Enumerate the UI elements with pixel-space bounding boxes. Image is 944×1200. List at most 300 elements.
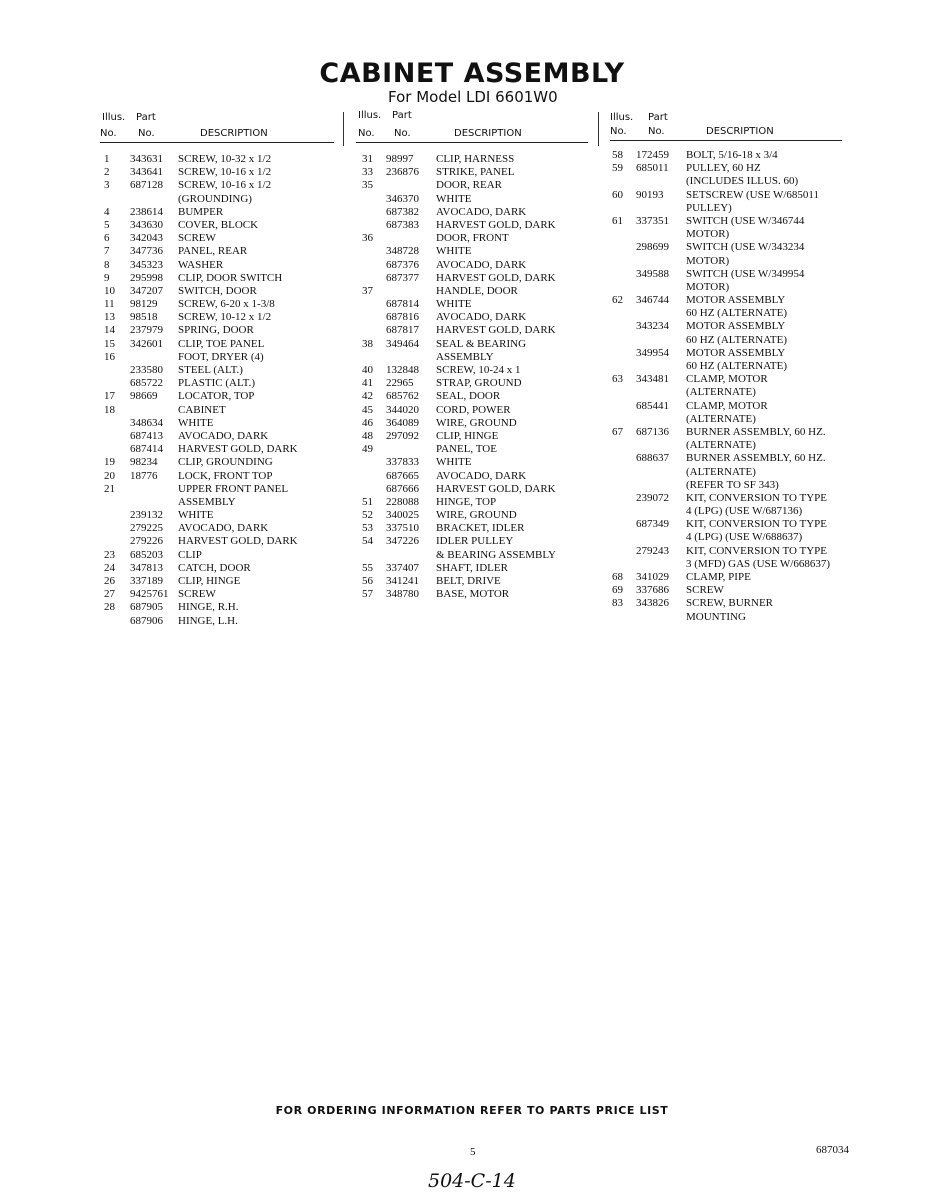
part-number: 295998 [130,271,163,284]
table-row [356,285,588,298]
part-number: 239132 [130,509,163,522]
part-description: PULLEY, 60 HZ [686,162,761,175]
illus-number: 1 [104,153,110,165]
table-row [610,334,842,347]
parts-column-1 [100,110,334,628]
part-number: 687376 [386,258,419,271]
part-number: 348728 [386,245,419,258]
table-row [610,439,842,452]
table-row [100,549,334,562]
column-rows [610,149,842,624]
part-number: 233580 [130,364,163,376]
table-row [100,245,334,258]
illus-number: 54 [362,535,373,548]
part-description: LOCATOR, TOP [178,390,255,403]
part-number: 687816 [386,311,419,324]
illus-number: 56 [362,575,373,587]
part-description: (REFER TO SF 343) [686,478,779,491]
table-row [610,228,842,241]
part-description: MOTOR ASSEMBLY [686,346,786,359]
table-row [610,149,842,162]
part-number: 347226 [386,535,419,548]
table-row [356,298,588,311]
part-label: Part [392,110,412,121]
part-description: BURNER ASSEMBLY, 60 HZ. [686,452,826,465]
table-row [356,390,588,403]
part-description: SCREW, 10-16 x 1/2 [178,166,272,179]
table-row [356,166,588,179]
illus-number: 49 [362,443,373,456]
table-row [356,245,588,258]
part-description: STEEL (ALT.) [178,364,243,376]
part-number: 346370 [386,192,419,205]
table-row [100,417,334,430]
part-description: (ALTERNATE) [686,439,756,452]
part-description: SCREW [178,232,216,245]
part-number: 685722 [130,377,163,390]
no-label: No. [358,128,375,139]
table-row [356,522,588,535]
table-row [100,377,334,390]
part-no-label: No. [138,128,155,139]
table-row [356,338,588,351]
part-number: 347207 [130,284,163,297]
part-description: HARVEST GOLD, DARK [436,324,556,337]
part-description: SCREW [686,584,724,597]
part-description: SETSCREW (USE W/685011 [686,188,820,201]
table-row [100,390,334,403]
part-number: 688637 [636,452,669,465]
table-row [356,562,588,575]
table-row [356,377,588,390]
illus-label: Illus. [102,112,126,123]
table-row [100,298,334,311]
illus-number: 41 [362,377,373,390]
illus-number: 58 [612,149,623,161]
illus-number: 5 [104,218,110,231]
description-label: DESCRIPTION [706,126,774,137]
table-row [610,400,842,413]
illus-number: 2 [104,166,110,179]
table-row [100,285,334,298]
description-label: DESCRIPTION [200,128,268,139]
table-row [100,443,334,456]
table-row [356,351,588,364]
part-number: 687814 [386,298,419,311]
illus-number: 24 [104,561,115,574]
part-number: 342043 [130,232,163,245]
table-row [610,413,842,426]
illus-number: 42 [362,390,373,403]
table-row [356,496,588,509]
part-description: HINGE, L.H. [178,614,238,627]
table-row [610,466,842,479]
part-number: 98669 [130,390,158,403]
part-description: CLAMP, MOTOR [686,399,768,412]
illus-number: 13 [104,311,115,324]
part-number: 345323 [130,258,163,271]
illus-number: 35 [362,179,373,192]
table-row [356,364,588,377]
part-description: MOTOR) [686,280,730,293]
part-description: WASHER [178,258,224,271]
table-row [356,153,588,166]
table-row [100,219,334,232]
part-description: KIT, CONVERSION TO TYPE [686,491,827,504]
table-row [100,311,334,324]
part-description: 60 HZ (ALTERNATE) [686,333,788,346]
handwritten-note: 504-C-14 [428,1170,516,1192]
part-description: ASSEMBLY [178,495,236,508]
illus-number: 10 [104,284,115,297]
illus-number: 36 [362,232,373,245]
part-number: 687905 [130,601,163,614]
part-number: 343631 [130,153,163,165]
part-number: 228088 [386,495,419,508]
part-description: KIT, CONVERSION TO TYPE [686,518,827,531]
part-number: 340025 [386,509,419,522]
table-row [356,324,588,337]
part-description: PANEL, TOE [436,443,497,456]
illus-number: 19 [104,456,115,469]
part-number: 348634 [130,416,163,429]
part-number: 337686 [636,584,669,597]
part-number: 298699 [636,241,669,254]
table-row [356,575,588,588]
table-row [356,456,588,469]
part-number: 346744 [636,294,669,307]
part-number: 687128 [130,179,163,192]
illus-number: 7 [104,245,110,258]
part-no-label: No. [394,128,411,139]
table-row [356,219,588,232]
table-row [100,456,334,469]
table-row [356,430,588,443]
part-description: SWITCH (USE W/346744 [686,214,805,227]
illus-number: 59 [612,162,623,175]
illus-number: 51 [362,495,373,508]
part-description: 60 HZ (ALTERNATE) [686,307,788,320]
part-description: & BEARING ASSEMBLY [436,548,556,561]
part-description: HARVEST GOLD, DARK [436,271,556,284]
part-number: 9425761 [130,588,169,601]
part-description: HARVEST GOLD, DARK [178,535,298,548]
part-description: SEAL & BEARING [436,337,527,350]
illus-label: Illus. [358,110,382,121]
table-row [610,597,842,610]
illus-number: 16 [104,350,115,363]
illus-number: 31 [362,153,373,165]
part-number: 337407 [386,561,419,574]
part-description: FOOT, DRYER (4) [178,350,264,363]
part-description: SPRING, DOOR [178,324,254,337]
part-description: CORD, POWER [436,403,511,416]
part-description: SCREW, BURNER [686,597,774,610]
part-number: 18776 [130,469,158,482]
part-description: BURNER ASSEMBLY, 60 HZ. [686,425,826,438]
table-row [100,615,334,628]
part-description: SCREW, 10-16 x 1/2 [178,179,272,192]
table-row [100,232,334,245]
illus-number: 45 [362,403,373,416]
part-description: STRAP, GROUND [436,377,522,390]
table-row [100,351,334,364]
table-row [356,470,588,483]
part-description: SCREW, 6-20 x 1-3/8 [178,298,275,311]
column-rows [356,153,588,601]
part-description: SWITCH, DOOR [178,284,257,297]
part-number: 98518 [130,311,158,324]
part-description: CLIP, HARNESS [436,153,515,165]
parts-column-3 [610,110,842,624]
table-row [610,175,842,188]
table-row [356,483,588,496]
illus-number: 20 [104,469,115,482]
illus-number: 15 [104,337,115,350]
table-row [100,153,334,166]
part-description: HANDLE, DOOR [436,284,518,297]
illus-number: 53 [362,522,373,535]
part-number: 687377 [386,271,419,284]
table-row [610,281,842,294]
part-description: CABINET [178,403,226,416]
table-row [100,338,334,351]
document-number: 687034 [816,1144,849,1156]
table-row [610,518,842,531]
table-row [100,601,334,614]
illus-number: 48 [362,429,373,442]
part-number: 687414 [130,443,163,456]
part-description: MOTOR ASSEMBLY [686,320,786,333]
illus-number: 40 [362,364,373,376]
part-description: WHITE [178,509,214,522]
part-number: 237979 [130,324,163,337]
column-header [356,110,588,143]
part-number: 687413 [130,429,163,442]
table-row [610,255,842,268]
column-header [610,110,842,141]
part-label: Part [136,112,156,123]
part-description: AVOCADO, DARK [178,429,269,442]
part-description: CLAMP, PIPE [686,571,751,583]
part-description: CLIP, HINGE [436,429,499,442]
table-row [610,360,842,373]
illus-number: 21 [104,482,115,495]
part-number: 347736 [130,245,163,258]
part-description: KIT, CONVERSION TO TYPE [686,544,827,557]
part-description: WHITE [436,298,472,311]
illus-number: 69 [612,584,623,597]
part-description: COVER, BLOCK [178,218,259,231]
part-no-label: No. [648,126,665,137]
part-number: 687136 [636,425,669,438]
table-row [356,179,588,192]
illus-label: Illus. [610,112,634,123]
table-row [610,373,842,386]
illus-number: 26 [104,575,115,587]
part-description: CLAMP, MOTOR [686,373,768,386]
part-description: STRIKE, PANEL [436,166,515,179]
part-description: HINGE, R.H. [178,601,239,614]
part-label: Part [648,112,668,123]
table-row [610,479,842,492]
table-row [100,166,334,179]
illus-number: 37 [362,284,373,297]
part-description: DOOR, FRONT [436,232,509,245]
illus-number: 11 [104,298,115,311]
part-number: 343234 [636,320,669,333]
part-description: BELT, DRIVE [436,575,501,587]
table-row [610,215,842,228]
illus-number: 6 [104,232,110,245]
part-description: HARVEST GOLD, DARK [178,443,298,456]
table-row [610,386,842,399]
illus-number: 27 [104,588,115,601]
part-description: MOTOR) [686,254,730,267]
part-description: CLIP, GROUNDING [178,456,273,469]
part-number: 685011 [636,162,669,175]
part-description: WHITE [436,192,472,205]
illus-number: 28 [104,601,115,614]
part-number: 687382 [386,205,419,218]
part-number: 348780 [386,588,419,601]
illus-number: 62 [612,294,623,307]
table-row [356,588,588,601]
part-number: 22965 [386,377,414,390]
part-number: 342601 [130,337,163,350]
part-number: 343481 [636,373,669,386]
table-row [356,206,588,219]
part-number: 687906 [130,614,163,627]
column-header [100,110,334,143]
part-description: IDLER PULLEY [436,535,514,548]
parts-column-2 [356,110,588,601]
no-label: No. [610,126,627,137]
illus-number: 14 [104,324,115,337]
table-row [610,347,842,360]
table-row [100,179,334,192]
table-row [610,294,842,307]
part-number: 349588 [636,267,669,280]
part-number: 344020 [386,403,419,416]
illus-number: 3 [104,179,110,192]
table-row [100,562,334,575]
part-description: WHITE [178,416,214,429]
table-row [100,496,334,509]
table-row [356,509,588,522]
illus-number: 17 [104,390,115,403]
no-label: No. [100,128,117,139]
table-row [100,259,334,272]
part-number: 343641 [130,166,163,179]
part-number: 687383 [386,218,419,231]
part-description: (ALTERNATE) [686,412,756,425]
part-description: CLIP, HINGE [178,575,241,587]
part-number: 341241 [386,575,419,587]
part-number: 687349 [636,518,669,531]
part-number: 98234 [130,456,158,469]
part-description: ASSEMBLY [436,350,494,363]
column-divider [343,112,344,146]
illus-number: 83 [612,597,623,610]
part-description: SWITCH (USE W/343234 [686,241,805,254]
table-row [356,404,588,417]
part-description: (ALTERNATE) [686,386,756,399]
part-description: HARVEST GOLD, DARK [436,218,556,231]
illus-number: 57 [362,588,373,601]
table-row [356,272,588,285]
part-number: 239072 [636,491,669,504]
table-row [356,193,588,206]
table-row [356,417,588,430]
column-divider [598,112,599,146]
part-description: SCREW [178,588,216,601]
part-description: BRACKET, IDLER [436,522,525,535]
part-number: 238614 [130,205,163,218]
table-row [100,588,334,601]
part-description: BASE, MOTOR [436,588,510,601]
part-number: 279226 [130,535,163,548]
part-description: SHAFT, IDLER [436,561,508,574]
table-row [100,430,334,443]
part-description: SWITCH (USE W/349954 [686,267,805,280]
part-number: 98997 [386,153,414,165]
illus-number: 8 [104,258,110,271]
part-number: 90193 [636,188,664,201]
illus-number: 55 [362,561,373,574]
description-label: DESCRIPTION [454,128,522,139]
column-rows [100,153,334,628]
table-row [100,470,334,483]
illus-number: 61 [612,214,623,227]
part-description: AVOCADO, DARK [436,205,527,218]
part-number: 337833 [386,456,419,469]
part-description: WHITE [436,245,472,258]
part-description: (INCLUDES ILLUS. 60) [686,175,799,188]
part-description: HARVEST GOLD, DARK [436,482,556,495]
table-row [610,611,842,624]
table-row [100,404,334,417]
part-description: AVOCADO, DARK [436,258,527,271]
part-number: 349464 [386,337,419,350]
page-title: CABINET ASSEMBLY [319,58,625,89]
part-description: SEAL, DOOR [436,390,501,403]
part-description: (ALTERNATE) [686,465,756,478]
part-description: PLASTIC (ALT.) [178,377,255,390]
part-number: 337510 [386,522,419,535]
illus-number: 4 [104,205,110,218]
part-number: 279243 [636,544,669,557]
table-row [610,584,842,597]
table-row [100,509,334,522]
part-number: 687817 [386,324,419,337]
part-number: 297092 [386,429,419,442]
part-description: BUMPER [178,205,224,218]
table-row [356,311,588,324]
table-row [610,202,842,215]
part-description: AVOCADO, DARK [178,522,269,535]
table-row [610,545,842,558]
illus-number: 52 [362,509,373,522]
part-description: CLIP [178,548,202,561]
table-row [610,492,842,505]
part-description: PULLEY) [686,201,732,214]
part-number: 172459 [636,149,669,161]
part-description: MOUNTING [686,610,746,623]
illus-number: 23 [104,548,115,561]
table-row [100,483,334,496]
part-description: WIRE, GROUND [436,509,517,522]
